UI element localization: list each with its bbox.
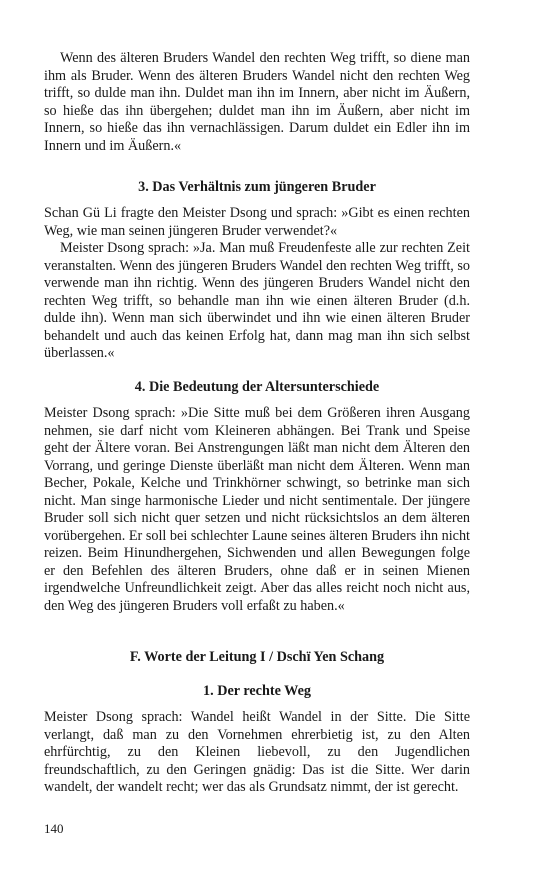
section-heading-1: 1. Der rechte Weg (203, 683, 311, 699)
paragraph-section-4: Meister Dsong sprach: »Die Sitte muß bei dem Größeren ihren Ausgang nehmen, sie darf nicht vom Kleineren abhängen. Bei Trank und Speise geht der Ältere voran. Bei Anstrengungen läßt man nicht dem Älteren den Vorrang, und geringe Dienste überläßt man nicht dem Älteren. Wenn man Becher, Pokale, Kelche und Trinkhörner schwingt, so betrinke man sich nicht. Man singe harmonische Lieder und nicht sentimentale. Der jüngere Bruder soll sich nicht quer setzen und nicht rücksichtslos an dem älteren vorübergehen. Er soll bei schlechter Laune seines älteren Bruders ihn nicht reizen. Beim Hinundhergehen, Sichwenden und allen Bewegungen folge er den Befehlen des älteren Bruders, ohne daß er in seinen Mienen irgendwelche Unfreundlichkeit zeigt. Aber das alles reicht noch nicht aus, den Weg des jüngeren Bruders voll erfaßt zu haben.« (44, 405, 470, 614)
paragraph-section-3-answer: Meister Dsong sprach: »Ja. Man muß Freudenfeste alle zur rechten Zeit veranstalten. Wenn des jüngeren Bruders Wandel den rechten Weg trifft, so verwende man ihn richtig. Wenn des jüngeren Bruders Wandel nicht den rechten Weg trifft, so behandle man ihn wie einen älteren Bruder (d.h. dulde ihn). Wenn man sich überwindet und ihn wie einen älteren Bruder behandelt und auch das keinen Erfolg hat, dann mag man ihn sich selbst überlassen.« (44, 240, 470, 361)
paragraph-section-3-question: Schan Gü Li fragte den Meister Dsong und sprach: »Gibt es einen rechten Weg, wie man seinen jüngeren Bruder verwendet?« (44, 205, 470, 239)
text-block-section-1 (44, 709, 470, 797)
text-block-opening (44, 50, 470, 155)
chapter-heading: F. Worte der Leitung I / Dschï Yen Schang (129, 649, 385, 665)
section-heading-4: 4. Die Bedeutung der Altersunterschiede (134, 379, 380, 395)
paragraph-section-1: Meister Dsong sprach: Wandel heißt Wandel in der Sitte. Die Sitte verlangt, daß man zu den Vornehmen ehrerbietig ist, zu den Alten ehrfürchtig, zu den Kleinen liebevoll, zu den Jugendlichen freundschaftlich, zu den Geringen gnädig: Das ist die Sitte. Wer darin wandelt, der wandelt recht; wer das als Grundsatz nimmt, der ist gerecht. (44, 709, 470, 795)
section-heading-3: 3. Das Verhältnis zum jüngeren Bruder (138, 179, 376, 195)
page-number: 140 (44, 821, 64, 836)
text-block-section-3 (44, 205, 470, 363)
text-block-section-4 (44, 405, 470, 615)
paragraph-opening: Wenn des älteren Bruders Wandel den rechten Weg trifft, so diene man ihm als Bruder. Wenn des älteren Bruders Wandel nicht den rechten Weg trifft, so dulde man ihn. Duldet man ihn im Innern, aber nicht im Äußern, so hieße das ihn übergehen; duldet man ihn im Äußern, aber nicht im Innern, so hieße das ihn vernachlässigen. Darum duldet ein Edler ihn im Innern und im Äußern.« (44, 50, 470, 154)
